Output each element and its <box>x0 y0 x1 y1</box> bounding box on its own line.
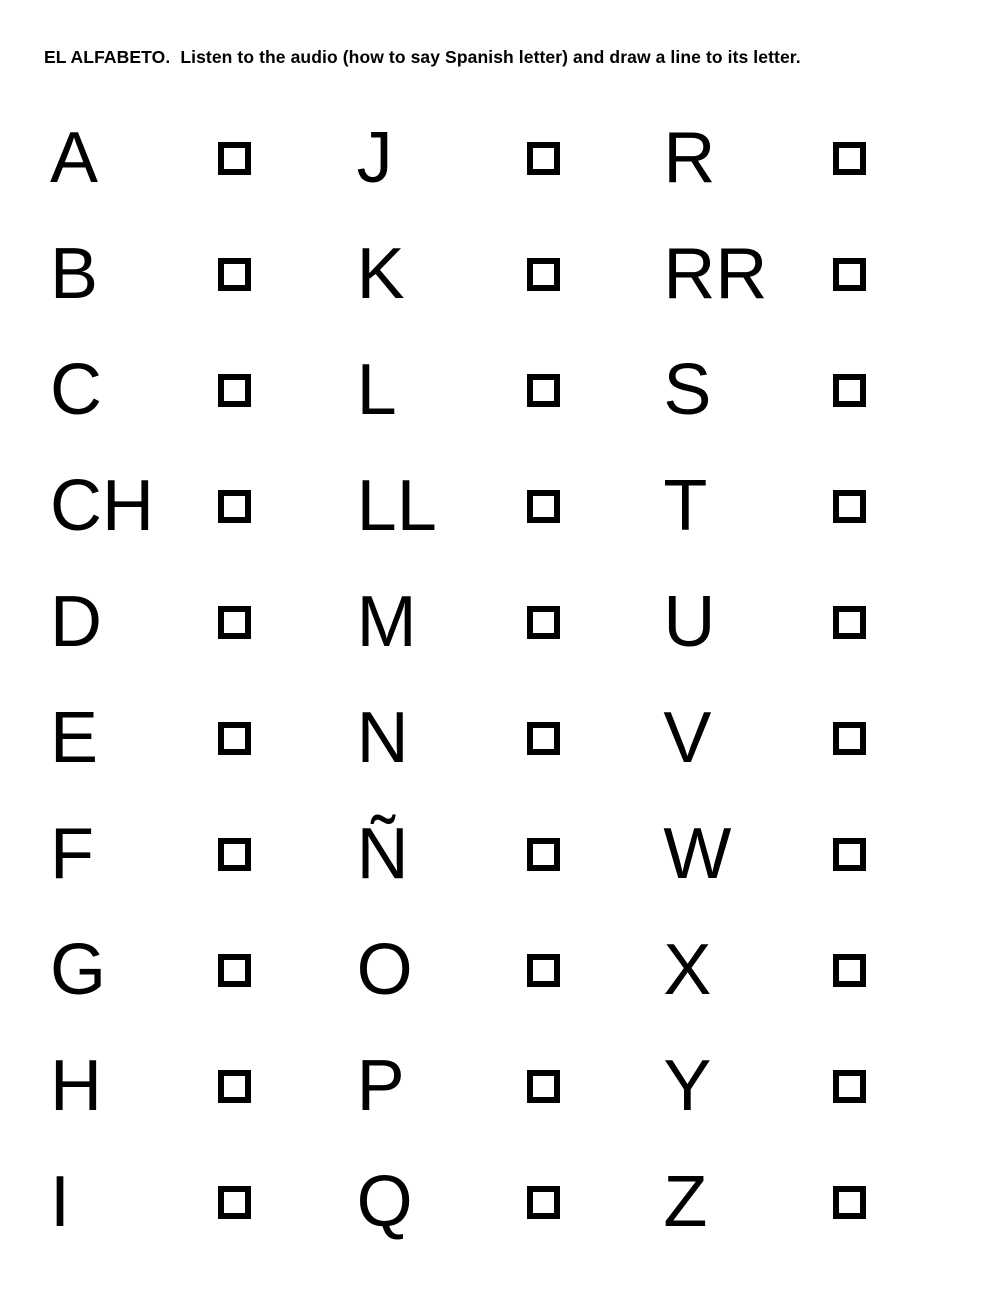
letter-label: M <box>356 582 417 662</box>
alphabet-item <box>44 332 351 448</box>
match-checkbox[interactable] <box>833 954 866 987</box>
alphabet-item <box>44 100 351 216</box>
match-checkbox[interactable] <box>218 606 251 639</box>
letter-label: U <box>663 582 716 662</box>
letter-label: I <box>50 1162 71 1242</box>
letter-label: F <box>50 814 94 894</box>
alphabet-item <box>657 912 964 1028</box>
alphabet-item <box>44 448 351 564</box>
alphabet-item <box>44 912 351 1028</box>
letter-label: E <box>50 698 99 778</box>
letter-label: Ñ <box>356 814 409 894</box>
match-checkbox[interactable] <box>218 1070 251 1103</box>
alphabet-item <box>44 680 351 796</box>
match-checkbox[interactable] <box>527 722 560 755</box>
match-checkbox[interactable] <box>833 1186 866 1219</box>
match-checkbox[interactable] <box>218 258 251 291</box>
letter-label: N <box>356 698 409 778</box>
alphabet-item <box>351 680 658 796</box>
match-checkbox[interactable] <box>527 490 560 523</box>
alphabet-item <box>657 1144 964 1260</box>
match-checkbox[interactable] <box>218 490 251 523</box>
alphabet-grid <box>44 100 964 1260</box>
alphabet-item <box>44 1028 351 1144</box>
alphabet-item <box>351 332 658 448</box>
letter-label: R <box>663 118 716 198</box>
alphabet-item <box>351 796 658 912</box>
letter-label: K <box>356 234 405 314</box>
letter-label: G <box>50 930 107 1010</box>
alphabet-item <box>44 1144 351 1260</box>
letter-label: J <box>356 118 393 198</box>
alphabet-item <box>657 680 964 796</box>
match-checkbox[interactable] <box>833 374 866 407</box>
match-checkbox[interactable] <box>218 722 251 755</box>
letter-label: Y <box>663 1046 712 1126</box>
match-checkbox[interactable] <box>527 954 560 987</box>
alphabet-item <box>657 332 964 448</box>
letter-label: S <box>663 350 712 430</box>
match-checkbox[interactable] <box>527 258 560 291</box>
match-checkbox[interactable] <box>218 1186 251 1219</box>
alphabet-item <box>44 216 351 332</box>
letter-label: C <box>50 350 102 430</box>
match-checkbox[interactable] <box>218 838 251 871</box>
alphabet-item <box>657 796 964 912</box>
match-checkbox[interactable] <box>833 142 866 175</box>
match-checkbox[interactable] <box>833 1070 866 1103</box>
alphabet-item <box>351 100 658 216</box>
letter-label: H <box>50 1046 102 1126</box>
alphabet-item <box>44 564 351 680</box>
alphabet-item <box>657 1028 964 1144</box>
letter-label: CH <box>50 466 154 546</box>
alphabet-item <box>657 100 964 216</box>
alphabet-item <box>351 1144 658 1260</box>
letter-label: P <box>356 1046 405 1126</box>
match-checkbox[interactable] <box>527 1186 560 1219</box>
match-checkbox[interactable] <box>833 722 866 755</box>
match-checkbox[interactable] <box>527 142 560 175</box>
letter-label: X <box>663 930 712 1010</box>
letter-label: A <box>50 118 99 198</box>
alphabet-item <box>657 564 964 680</box>
worksheet-instruction-text: Listen to the audio (how to say Spanish letter) and draw a line to its letter. <box>180 47 801 67</box>
alphabet-item <box>351 1028 658 1144</box>
alphabet-item <box>351 216 658 332</box>
alphabet-item <box>657 216 964 332</box>
match-checkbox[interactable] <box>833 258 866 291</box>
letter-label: LL <box>356 466 437 546</box>
match-checkbox[interactable] <box>527 838 560 871</box>
letter-label: T <box>663 466 708 546</box>
match-checkbox[interactable] <box>833 838 866 871</box>
match-checkbox[interactable] <box>833 490 866 523</box>
letter-label: Z <box>663 1162 708 1242</box>
match-checkbox[interactable] <box>218 954 251 987</box>
alphabet-item <box>351 448 658 564</box>
alphabet-item <box>44 796 351 912</box>
letter-label: O <box>356 930 413 1010</box>
alphabet-item <box>351 564 658 680</box>
letter-label: L <box>356 350 397 430</box>
letter-label: V <box>663 698 712 778</box>
match-checkbox[interactable] <box>527 374 560 407</box>
worksheet-instructions <box>44 47 944 68</box>
letter-label: Q <box>356 1162 413 1242</box>
match-checkbox[interactable] <box>833 606 866 639</box>
letter-label: D <box>50 582 102 662</box>
alphabet-item <box>351 912 658 1028</box>
match-checkbox[interactable] <box>218 142 251 175</box>
worksheet-title: EL ALFABETO. <box>44 47 171 67</box>
letter-label: W <box>663 814 732 894</box>
alphabet-item <box>657 448 964 564</box>
match-checkbox[interactable] <box>527 606 560 639</box>
letter-label: B <box>50 234 99 314</box>
match-checkbox[interactable] <box>527 1070 560 1103</box>
match-checkbox[interactable] <box>218 374 251 407</box>
letter-label: RR <box>663 234 768 314</box>
